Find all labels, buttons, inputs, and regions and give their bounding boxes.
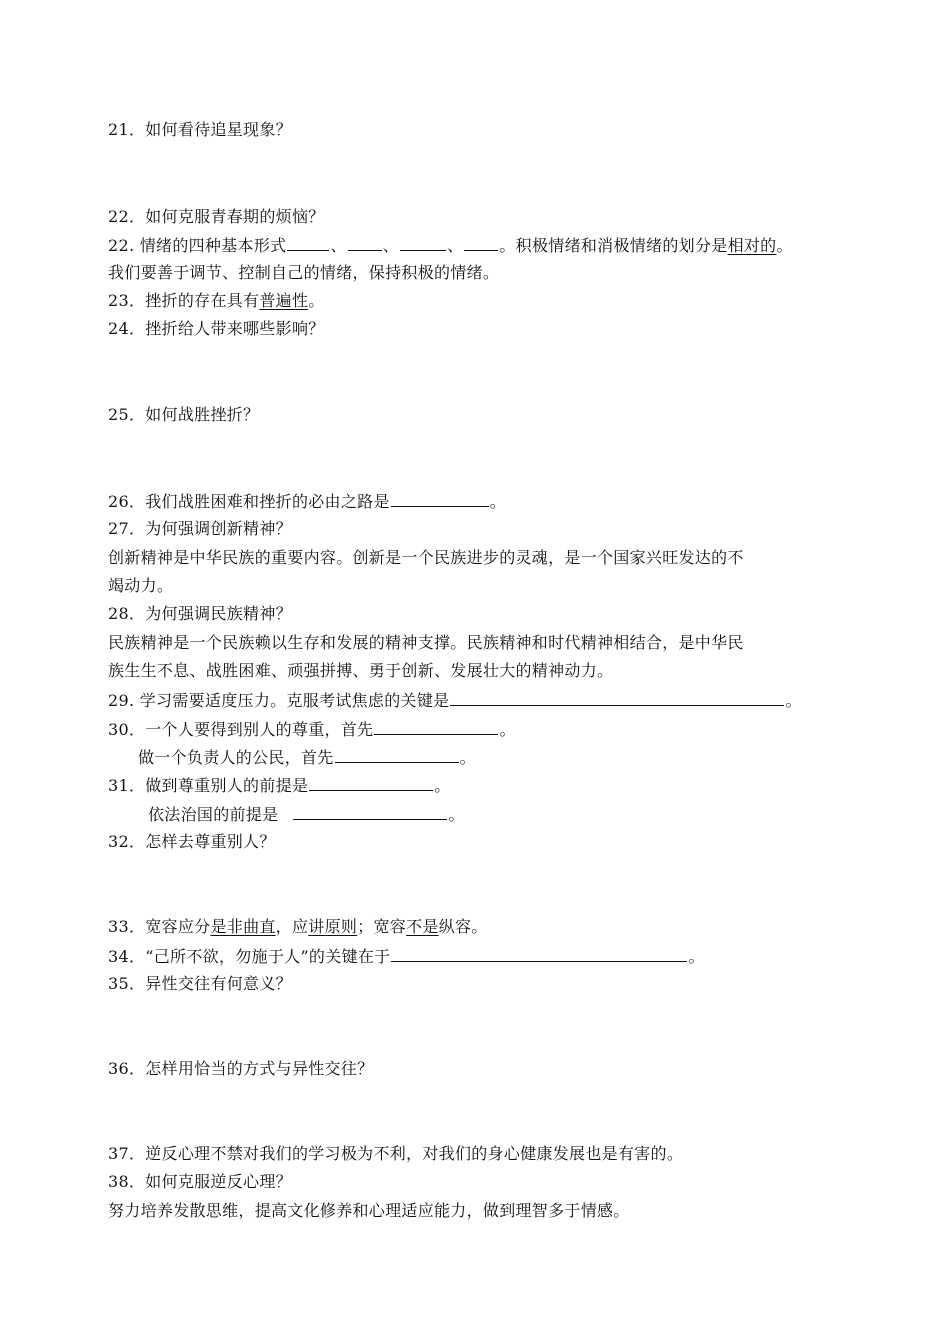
question-34-prefix: 34．“己所不欲，勿施于人”的关键在于 xyxy=(108,947,391,966)
fill-blank xyxy=(391,945,687,962)
question-37-text: 37．逆反心理不禁对我们的学习极为不利，对我们的身心健康发展也是有害的。 xyxy=(108,1144,684,1163)
question-29 xyxy=(108,689,802,712)
question-37 xyxy=(108,1143,683,1165)
fill-blank xyxy=(348,234,382,251)
question-34 xyxy=(108,945,705,968)
fill-blank xyxy=(293,803,447,820)
answer-27-line2 xyxy=(108,575,173,597)
question-25 xyxy=(108,404,259,426)
question-22a xyxy=(108,206,325,228)
question-22b-mid: 。积极情绪和消极情绪的划分是 xyxy=(499,236,728,255)
period: 。 xyxy=(434,776,451,795)
question-38-text: 38．如何克服逆反心理？ xyxy=(108,1172,292,1191)
period: 。 xyxy=(785,691,802,710)
answer-27-text: 竭动力。 xyxy=(108,576,174,595)
question-31-prefix: 31．做到尊重别人的前提是 xyxy=(108,776,309,795)
question-30b-prefix: 做一个负责人的公民，首先 xyxy=(138,748,334,767)
question-31b-prefix: 依法治国的前提是 xyxy=(148,805,279,824)
question-25-text: 25．如何战胜挫折？ xyxy=(108,405,260,424)
question-35-text: 35．异性交往有何意义？ xyxy=(108,974,292,993)
fill-blank xyxy=(374,718,498,735)
question-31b xyxy=(148,803,465,826)
answer-38-text: 努力培养发散思维，提高文化修养和心理适应能力，做到理智多于情感。 xyxy=(108,1201,630,1220)
question-33-part: ，应 xyxy=(275,917,309,936)
question-26-prefix: 26．我们战胜困难和挫折的必由之路是 xyxy=(108,492,390,511)
period: 。 xyxy=(499,720,516,739)
question-22b-cont-text: 我们要善于调节、控制自己的情绪，保持积极的情绪。 xyxy=(108,263,500,282)
answer-28-text: 民族精神是一个民族赖以生存和发展的精神支撑。民族精神和时代精神相结合，是中华民 xyxy=(108,633,744,652)
separator: 、 xyxy=(382,236,400,255)
question-33-part: ；宽容 xyxy=(357,917,407,936)
answer-27-text: 创新精神是中华民族的重要内容。创新是一个民族进步的灵魂，是一个国家兴旺发达的不 xyxy=(108,548,744,567)
fill-blank xyxy=(335,746,459,763)
fill-blank xyxy=(400,234,446,251)
period: 。 xyxy=(489,492,507,511)
period: 。 xyxy=(688,947,705,966)
question-24 xyxy=(108,318,325,340)
question-26 xyxy=(108,490,506,513)
question-32-text: 32．怎样去尊重别人？ xyxy=(108,832,276,851)
fill-blank xyxy=(391,490,489,507)
answer-38 xyxy=(108,1200,630,1222)
answer-27-line1 xyxy=(108,547,744,569)
fill-blank xyxy=(309,774,433,791)
question-36 xyxy=(108,1058,373,1080)
fill-blank xyxy=(287,234,329,251)
question-28-text: 28．为何强调民族精神？ xyxy=(108,604,292,623)
question-30b xyxy=(138,746,476,769)
question-24-text: 24．挫折给人带来哪些影响？ xyxy=(108,319,325,338)
question-33 xyxy=(108,916,488,938)
question-28 xyxy=(108,603,292,625)
underlined-term: 是非曲直 xyxy=(210,917,276,936)
period: 。 xyxy=(459,748,476,767)
answer-28-line1 xyxy=(108,632,744,654)
underlined-term: 相对的 xyxy=(727,236,777,255)
question-30 xyxy=(108,718,516,741)
question-21-text: 21．如何看待追星现象？ xyxy=(108,120,292,139)
underlined-term: 普遍性 xyxy=(259,291,309,310)
question-22b xyxy=(108,234,793,257)
underlined-term: 讲原则 xyxy=(308,917,358,936)
question-27-text: 27．为何强调创新精神？ xyxy=(108,519,292,538)
answer-28-text: 族生生不息、战胜困难、顽强拼搏、勇于创新、发展壮大的精神动力。 xyxy=(108,661,614,680)
question-23 xyxy=(108,290,325,312)
question-29-prefix: 29. 学习需要适度压力。克服考试焦虑的关键是 xyxy=(108,691,450,710)
period: 。 xyxy=(448,805,465,824)
question-30-prefix: 30．一个人要得到别人的尊重，首先 xyxy=(108,720,374,739)
separator: 、 xyxy=(447,236,464,255)
fill-blank xyxy=(464,234,498,251)
question-38 xyxy=(108,1171,292,1193)
question-23-prefix: 23．挫折的存在具有 xyxy=(108,291,260,310)
fill-blank xyxy=(450,689,784,706)
answer-28-line2 xyxy=(108,660,613,682)
question-21 xyxy=(108,119,292,141)
question-32 xyxy=(108,831,276,853)
question-31 xyxy=(108,774,451,797)
period: 。 xyxy=(308,291,325,310)
question-36-text: 36．怎样用恰当的方式与异性交往？ xyxy=(108,1059,374,1078)
separator: 、 xyxy=(330,236,347,255)
question-35 xyxy=(108,973,292,995)
question-22b-prefix: 22. 情绪的四种基本形式 xyxy=(108,236,287,255)
question-22b-continued xyxy=(108,262,499,284)
period: 。 xyxy=(776,236,793,255)
question-27 xyxy=(108,518,292,540)
underlined-term: 不是 xyxy=(406,917,439,936)
question-33-part: 纵容。 xyxy=(438,917,488,936)
question-33-part: 33．宽容应分 xyxy=(108,917,211,936)
question-22a-text: 22．如何克服青春期的烦恼？ xyxy=(108,207,325,226)
